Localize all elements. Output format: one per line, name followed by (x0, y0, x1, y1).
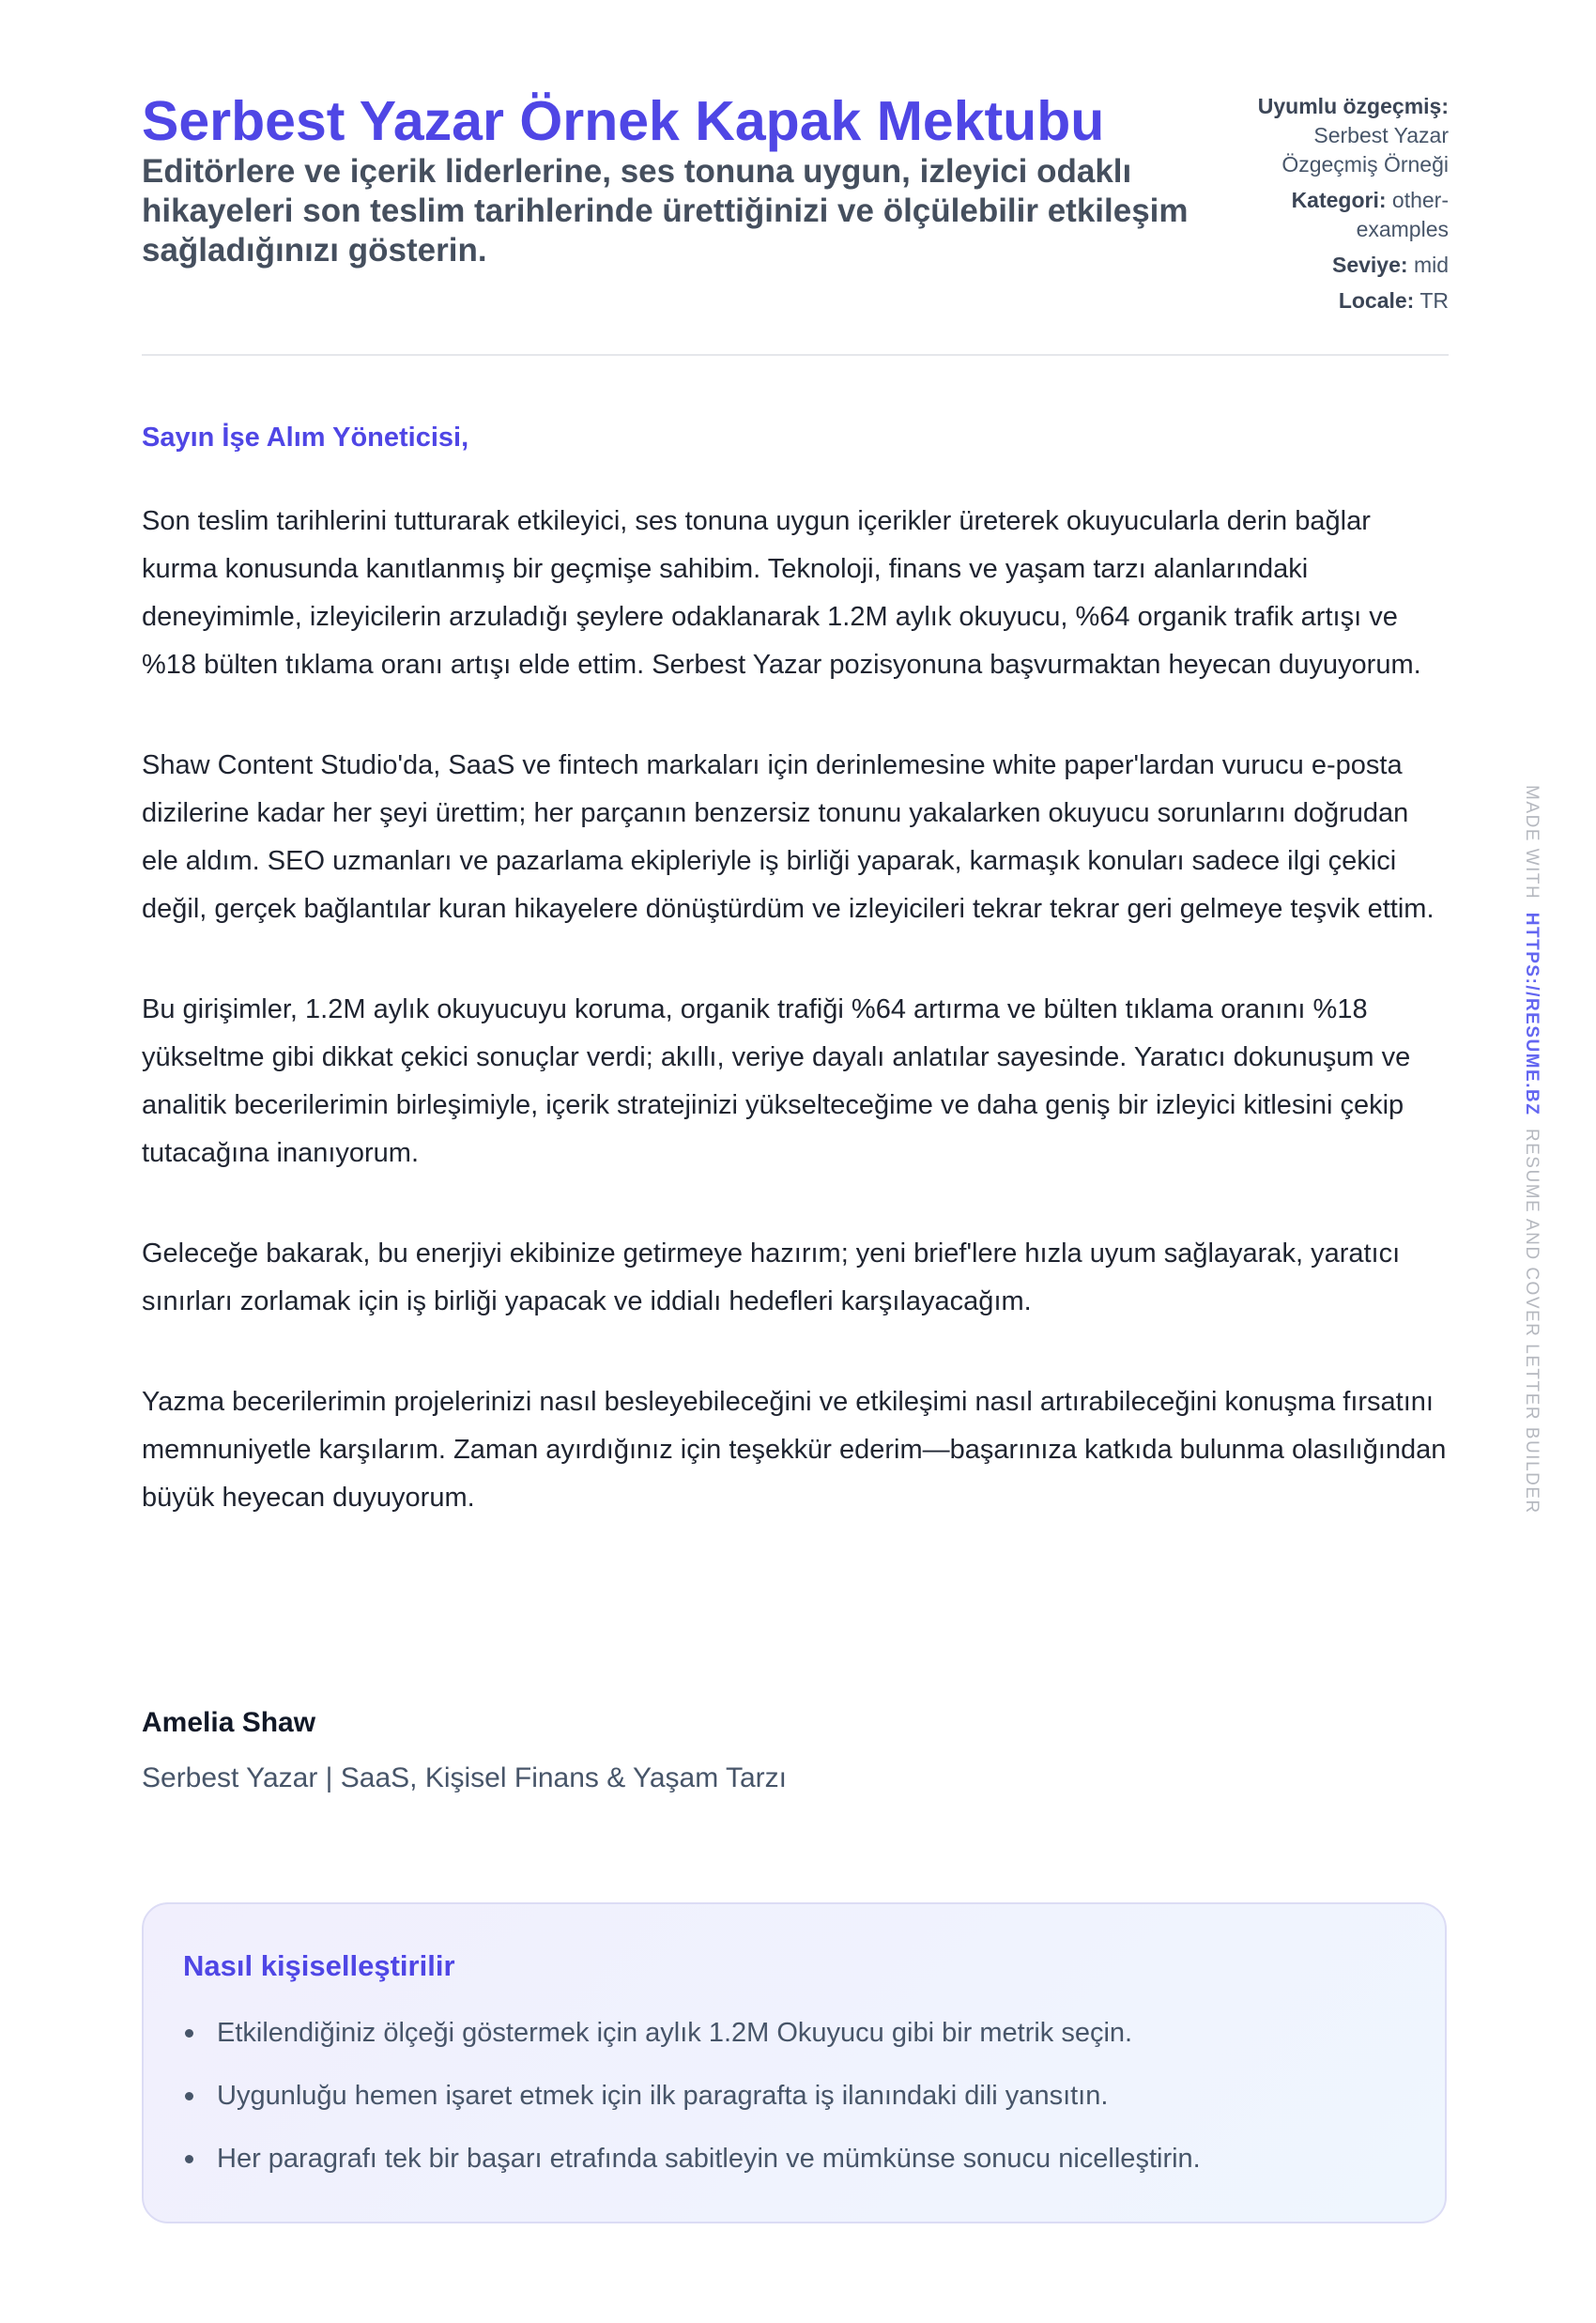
meta-category-value: other-examples (1356, 188, 1449, 241)
letter-paragraph: Yazma becerilerimin projelerinizi nasıl besleyebileceğini ve etkileşimi nasıl artırabileceğini konuşma fırsatını memnuniyetle karşılarım. Zaman ayırdığınız için teşekkür ederim—başarınıza katkıda bulunma olasılığından büyük heyecan duyuyorum. (142, 1387, 1447, 1513)
letter-paragraph: Shaw Content Studio'da, SaaS ve fintech markaları için derinlemesine white paper'lardan vurucu e-posta dizilerine kadar her şeyi ürettim; her parçanın benzersiz tonunu yakalarken okuyucu sorunlarını doğrudan ele aldım. SEO uzmanları ve pazarlama ekipleriyle iş birliği yaparak, karmaşık konuları sadece ilgi çekici değil, gerçek bağlantılar kuran hikayelere dönüştürdüm ve izleyicileri tekrar tekrar geri gelmeye teşvik ettim. (142, 750, 1435, 924)
letter-greeting: Sayın İşe Alım Yöneticisi, (142, 423, 469, 453)
header (142, 90, 1449, 322)
tip-item: Her paragrafı tek bir başarı etrafında sabitleyin ve mümkünse sonucu nicelleştirin. (183, 2143, 1201, 2175)
page-subtitle: Editörlere ve içerik liderlerine, ses tonuna uygun, izleyici odaklı hikayeleri son teslim tarihlerinde ürettiğinizi ve ölçülebilir etkileşim sağladığınızı gösterin. (142, 153, 1189, 269)
tip-item: Uygunluğu hemen işaret etmek için ilk paragrafta iş ilanındaki dili yansıtın. (183, 2080, 1201, 2112)
meta-level-value: mid (1413, 253, 1449, 277)
watermark-link[interactable]: HTTPS://RESUME.BZ (1522, 912, 1542, 1116)
watermark-suffix: RESUME AND COVER LETTER BUILDER (1522, 1128, 1542, 1515)
meta-resume-value: Serbest Yazar Özgeçmiş Örneği (1281, 123, 1449, 177)
tips-list (183, 2017, 1201, 2206)
meta-resume (1242, 92, 1449, 179)
title-block (142, 90, 1203, 322)
letter-paragraph: Bu girişimler, 1.2M aylık okuyucuyu koruma, organik trafiği %64 artırma ve bülten tıklama oranını %18 yükseltme gibi dikkat çekici sonuçlar verdi; akıllı, veriye dayalı anlatılar sayesinde. Yaratıcı dokunuşum ve analitik becerilerimin birleşimiyle, içerik stratejinizi yükselteceğime ve daha geniş bir izleyici kitlesini çekip tutacağına inanıyorum. (142, 994, 1411, 1168)
watermark-prefix: MADE WITH (1522, 785, 1542, 900)
header-divider (142, 354, 1449, 356)
signature-role: Serbest Yazar | SaaS, Kişisel Finans & Yaşam Tarzı (142, 1762, 787, 1793)
letter-body (142, 498, 1449, 1575)
meta-panel (1242, 90, 1449, 322)
meta-locale-label: Locale: (1338, 288, 1415, 313)
letter-paragraph: Son teslim tarihlerini tutturarak etkileyici, ses tonuna uygun içerikler üreterek okuyucularla derin bağlar kurma konusunda kanıtlanmış bir geçmişe sahibim. Teknoloji, finans ve yaşam tarzı alanlarındaki deneyimimle, izleyicilerin arzuladığı şeylere odaklanarak 1.2M aylık okuyucu, %64 organik trafik artışı ve %18 bülten tıklama oranı artışı elde ettim. Serbest Yazar pozisyonuna başvurmaktan heyecan duyuyorum. (142, 506, 1421, 680)
meta-resume-label: Uyumlu özgeçmiş: (1257, 94, 1449, 118)
meta-category-label: Kategori: (1291, 188, 1387, 212)
meta-level (1242, 251, 1449, 280)
tips-heading: Nasıl kişiselleştirilir (183, 1949, 455, 1982)
meta-category (1242, 186, 1449, 244)
meta-locale-value: TR (1420, 288, 1449, 313)
watermark (1521, 785, 1542, 1515)
tip-item: Etkilendiğiniz ölçeği göstermek için aylık 1.2M Okuyucu gibi bir metrik seçin. (183, 2017, 1201, 2049)
signature-name: Amelia Shaw (142, 1707, 316, 1738)
page-title: Serbest Yazar Örnek Kapak Mektubu (142, 90, 1105, 152)
customization-tips-box (142, 1902, 1447, 2223)
meta-level-label: Seviye: (1331, 253, 1408, 277)
letter-paragraph: Geleceğe bakarak, bu enerjiyi ekibinize getirmeye hazırım; yeni brief'lere hızla uyum sağlayarak, yaratıcı sınırları zorlamak için iş birliği yapacak ve iddialı hedefleri karşılayacağım. (142, 1238, 1401, 1316)
meta-locale (1242, 286, 1449, 315)
